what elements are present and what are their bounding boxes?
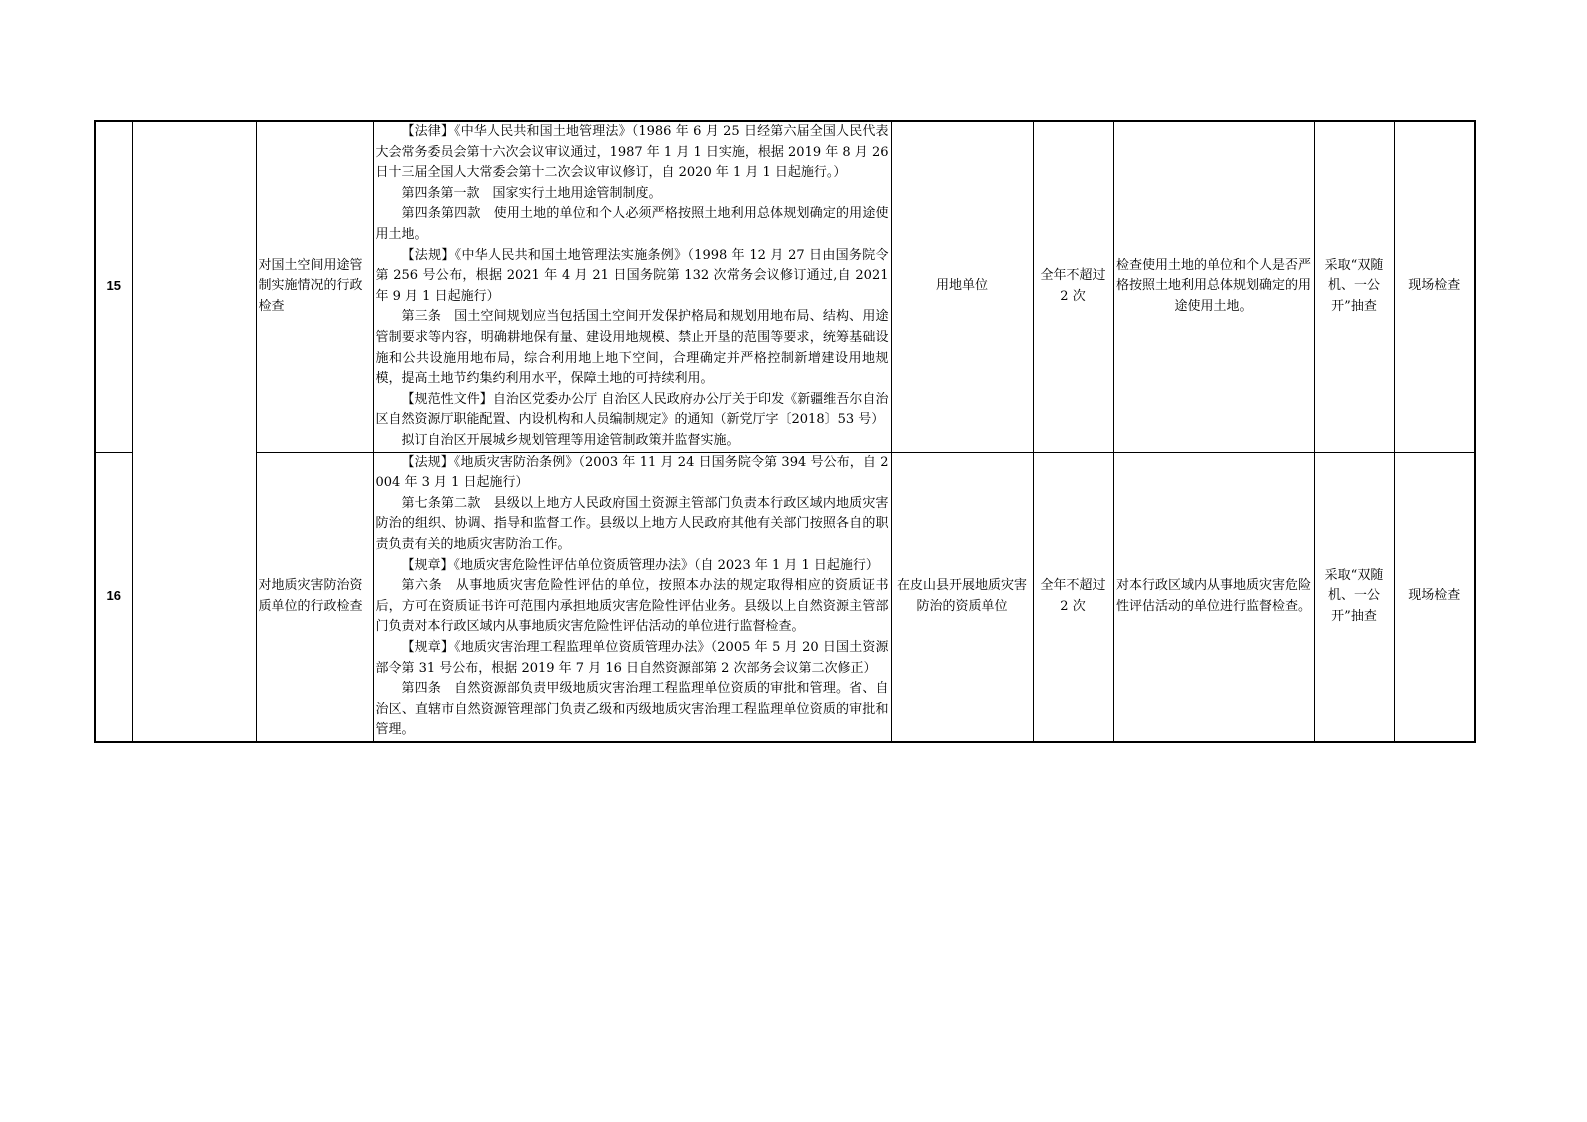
inspection-frequency: 全年不超过 2 次 <box>1033 452 1113 742</box>
basis-paragraph: 【法规】《中华人民共和国土地管理法实施条例》（1998 年 12 月 27 日由国务院令第 256 号公布，根据 2021 年 4 月 21 日国务院第 132 次常务会议修订通过,自 2021 年 9 月 1 日起施行） <box>375 247 889 304</box>
basis-paragraph: 【规范性文件】自治区党委办公厅 自治区人民政府办公厅关于印发《新疆维吾尔自治区自然资源厅职能配置、内设机构和人员编制规定》的通知（新党厅字〔2018〕53 号） <box>375 391 889 428</box>
inspection-content: 对本行政区域内从事地质灾害危险性评估活动的单位进行监督检查。 <box>1113 452 1314 742</box>
inspection-subject: 用地单位 <box>891 121 1033 452</box>
basis-paragraph: 第六条 从事地质灾害危险性评估的单位，按照本办法的规定取得相应的资质证书后，方可在资质证书许可范围内承担地质灾害危险性评估业务。县级以上自然资源主管部门负责对本行政区域内从事地质灾害危险性评估活动的单位进行监督检查。 <box>375 578 889 635</box>
basis-paragraph: 【法律】《中华人民共和国土地管理法》（1986 年 6 月 25 日经第六届全国人民代表大会常务委员会第十六次会议审议通过，1987 年 1 月 1 日实施，根据 2019 年 8 月 26 日十三届全国人大常委会第十二次会议审议修订，自 2020 年 1 月 1 日起施行。） <box>375 124 889 181</box>
legal-basis-cell <box>373 121 891 452</box>
basis-paragraph: 第七条第二款 县级以上地方人民政府国土资源主管部门负责本行政区域内地质灾害防治的组织、协调、指导和监督工作。县级以上地方人民政府其他有关部门按照各自的职责负责有关的地质灾害防治工作。 <box>375 495 889 552</box>
basis-paragraph: 第四条第一款 国家实行土地用途管制制度。 <box>401 185 662 201</box>
basis-paragraph: 第四条 自然资源部负责甲级地质灾害治理工程监理单位资质的审批和管理。省、自治区、直辖市自然资源管理部门负责乙级和丙级地质灾害治理工程监理单位资质的审批和管理。 <box>375 681 889 738</box>
inspection-subject: 在皮山县开展地质灾害防治的资质单位 <box>891 452 1033 742</box>
basis-paragraph: 第四条第四款 使用土地的单位和个人必须严格按照土地利用总体规划确定的用途使用土地。 <box>375 206 889 242</box>
inspection-type: 现场检查 <box>1394 121 1475 452</box>
inspection-item: 对地质灾害防治资质单位的行政检查 <box>256 452 373 742</box>
basis-paragraph: 【规章】《地质灾害治理工程监理单位资质管理办法》（2005 年 5 月 20 日国土资源部令第 31 号公布，根据 2019 年 7 月 16 日自然资源部第 2 次部务会议第二次修正） <box>375 639 889 676</box>
basis-paragraph: 拟订自治区开展城乡规划管理等用途管制政策并监督实施。 <box>401 432 740 448</box>
inspection-frequency: 全年不超过 2 次 <box>1033 121 1113 452</box>
inspection-method: 采取“双随机、一公开”抽查 <box>1314 452 1394 742</box>
basis-paragraph: 【法规】《地质灾害防治条例》（2003 年 11 月 24 日国务院令第 394 号公布，自 2004 年 3 月 1 日起施行） <box>375 454 889 491</box>
row-number: 15 <box>95 121 132 452</box>
merged-blank-cell <box>132 121 256 742</box>
inspection-type: 现场检查 <box>1394 452 1475 742</box>
inspection-item: 对国土空间用途管制实施情况的行政检查 <box>256 121 373 452</box>
basis-paragraph: 第三条 国土空间规划应当包括国土空间开发保护格局和规划用地布局、结构、用途管制要求等内容，明确耕地保有量、建设用地规模、禁止开垦的范围等要求，统筹基础设施和公共设施用地布局，综合利用地上地下空间，合理确定并严格控制新增建设用地规模，提高土地节约集约利用水平，保障土地的可持续利用。 <box>375 309 889 387</box>
inspection-method: 采取“双随机、一公开”抽查 <box>1314 121 1394 452</box>
table-row <box>95 452 1475 742</box>
inspection-table <box>94 120 1476 743</box>
legal-basis-cell <box>373 452 891 742</box>
row-number: 16 <box>95 452 132 742</box>
basis-paragraph: 【规章】《地质灾害危险性评估单位资质管理办法》（自 2023 年 1 月 1 日起施行） <box>401 557 879 573</box>
inspection-content: 检查使用土地的单位和个人是否严格按照土地利用总体规划确定的用途使用土地。 <box>1113 121 1314 452</box>
table-row <box>95 121 1475 452</box>
